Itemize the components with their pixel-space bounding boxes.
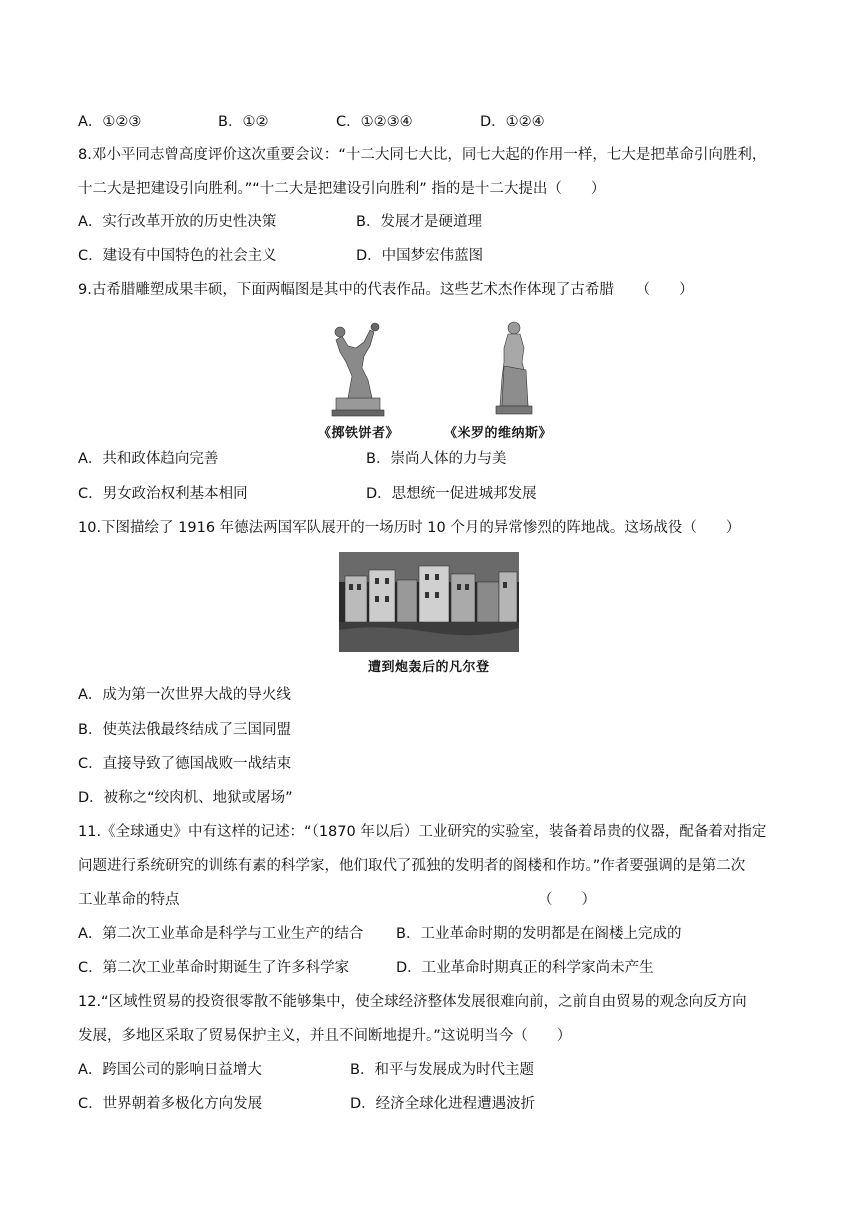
q12-stem-line2: 发展，多地区采取了贸易保护主义，并且不间断地提升。”这说明当今（ ） bbox=[78, 1028, 572, 1044]
q9-option-d: D．思想统一促进城邦发展 bbox=[366, 486, 537, 502]
q12-option-a: A．跨国公司的影响日益增大 bbox=[78, 1062, 262, 1078]
q9-option-a: A．共和政体趋向完善 bbox=[78, 451, 219, 467]
q10-option-b: B．使英法俄最终结成了三国同盟 bbox=[78, 722, 291, 738]
q7-option-a: A．①②③ bbox=[78, 114, 142, 130]
q10-caption: 遭到炮轰后的凡尔登 bbox=[368, 660, 490, 675]
q11-stem-line3: 工业革命的特点 bbox=[78, 892, 180, 908]
q11-option-d: D．工业革命时期真正的科学家尚未产生 bbox=[396, 960, 654, 976]
venus-de-milo-statue-image bbox=[478, 318, 548, 420]
q11-stem-line1: 11.《全球通史》中有这样的记述：“（1870 年以后）工业研究的实验室，装备着昂贵的仪器，配备着对指定 bbox=[78, 824, 767, 840]
q12-option-c: C．世界朝着多极化方向发展 bbox=[78, 1096, 263, 1112]
q11-stem-line2: 问题进行系统研究的训练有素的科学家，他们取代了孤独的发明者的阁楼和作坊。”作者要强调的是第二次 bbox=[78, 858, 746, 874]
q7-option-b: B．①② bbox=[218, 114, 269, 130]
verdun-photo-image bbox=[339, 552, 519, 652]
q12-stem-line1: 12.“区域性贸易的投资很零散不能够集中，使全球经济整体发展很难向前，之前自由贸易的观念向反方向 bbox=[78, 994, 747, 1010]
q8-option-d: D．中国梦宏伟蓝图 bbox=[356, 248, 484, 264]
q12-option-d: D．经济全球化进程遭遇波折 bbox=[350, 1096, 536, 1112]
q9-caption-right: 《米罗的维纳斯》 bbox=[444, 426, 553, 441]
q10-stem: 10.下图描绘了 1916 年德法两国军队展开的一场历时 10 个月的异常惨烈的阵地战。这场战役（ ） bbox=[78, 520, 741, 536]
q8-stem-line2: 十二大是把建设引向胜利。”“十二大是把建设引向胜利” 指的是十二大提出（ ） bbox=[78, 181, 606, 197]
q10-option-a: A．成为第一次世界大战的导火线 bbox=[78, 687, 291, 703]
q11-option-a: A．第二次工业革命是科学与工业生产的结合 bbox=[78, 926, 364, 942]
q11-option-c: C．第二次工业革命时期诞生了许多科学家 bbox=[78, 960, 350, 976]
q7-option-c: C．①②③④ bbox=[336, 114, 413, 130]
q7-option-d: D．①②④ bbox=[480, 114, 545, 130]
q11-option-b: B．工业革命时期的发明都是在阁楼上完成的 bbox=[396, 926, 682, 942]
q8-stem-line1: 8.邓小平同志曾高度评价这次重要会议：“十二大同七大比，同七大起的作用一样，七大是把革命引向胜利， bbox=[78, 147, 767, 163]
q8-option-c: C．建设有中国特色的社会主义 bbox=[78, 248, 277, 264]
q9-stem: 9.古希腊雕塑成果丰硕，下面两幅图是其中的代表作品。这些艺术杰作体现了古希腊 （ ） bbox=[78, 282, 694, 298]
q10-option-c: C．直接导致了德国战败一战结束 bbox=[78, 756, 292, 772]
q12-option-b: B．和平与发展成为时代主题 bbox=[350, 1062, 534, 1078]
q9-caption-left: 《掷铁饼者》 bbox=[318, 426, 400, 441]
q8-option-b: B．发展才是硬道理 bbox=[356, 214, 482, 230]
q9-option-c: C．男女政治权利基本相同 bbox=[78, 486, 248, 502]
q11-answer-bracket: （ ） bbox=[538, 892, 596, 908]
q10-option-d: D．被称之“绞肉机、地狱或屠场” bbox=[78, 790, 293, 806]
q8-option-a: A．实行改革开放的历史性决策 bbox=[78, 214, 277, 230]
q9-option-b: B．崇尚人体的力与美 bbox=[366, 451, 507, 467]
